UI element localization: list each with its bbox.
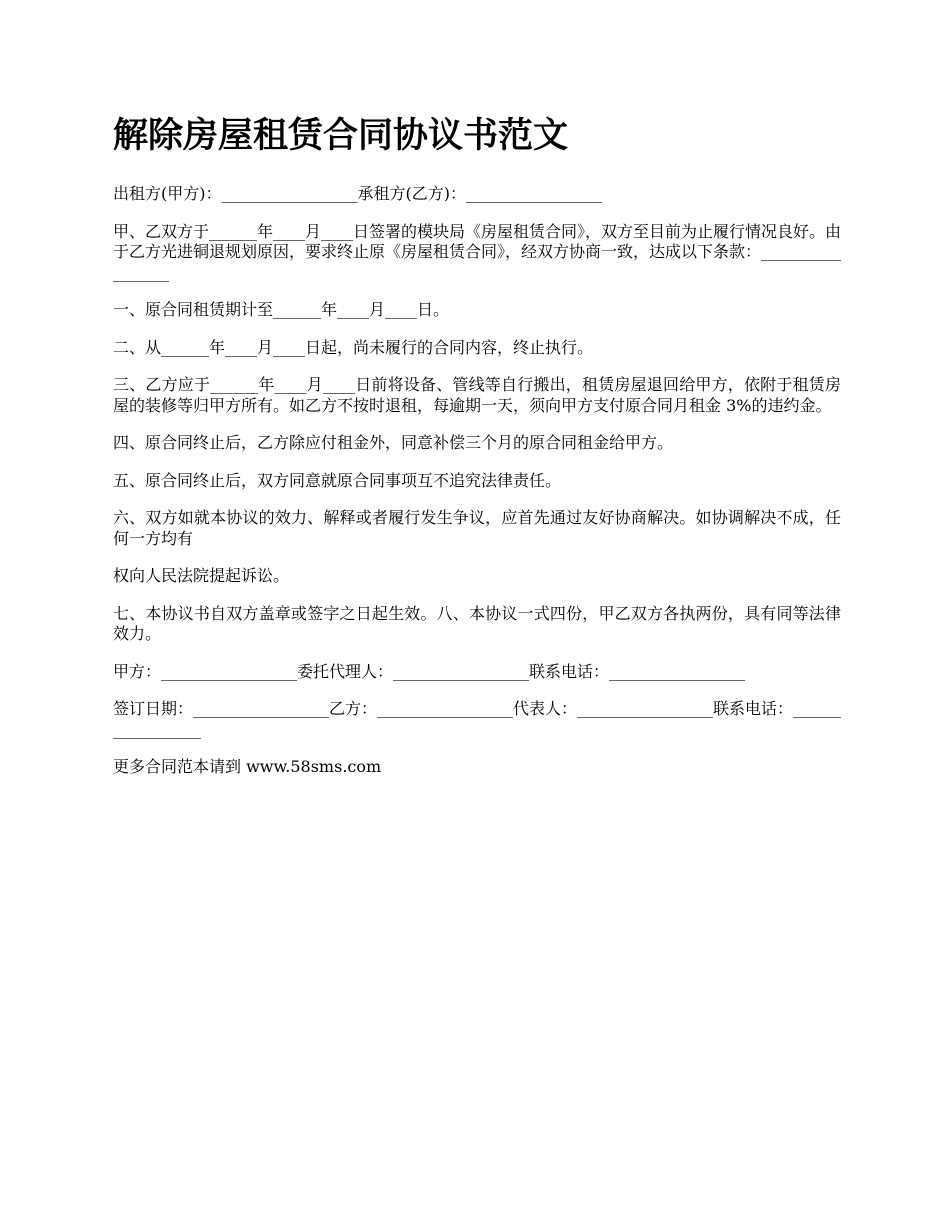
clause-1: 一、原合同租赁期计至______年____月____日。 bbox=[113, 300, 450, 319]
clause-5: 五、原合同终止后，双方同意就原合同事项互不追究法律责任。 bbox=[113, 470, 562, 490]
party-a-signature-line: 甲方：_________________委托代理人：_________________联系电话：_________________ bbox=[113, 661, 746, 681]
document-title: 解除房屋租赁合同协议书范文 bbox=[113, 115, 569, 156]
preamble-paragraph: 甲、乙双方于______年____月____日签署的模块局《房屋租赁合同》，双方至目前为止履行情况良好。由于乙方光进铜退规划原因，要求终止原《房屋租赁合同》，经双方协商一致，达成以下条款：_________________ bbox=[113, 221, 842, 282]
clause-7-8: 七、本协议书自双方盖章或签字之日起生效。八、本协议一式四份，甲乙双方各执两份，具有同等法律效力。 bbox=[113, 603, 841, 643]
clause-6: 六、双方如就本协议的效力、解释或者履行发生争议，应首先通过友好协商解决。如协调解决不成，任何一方均有 bbox=[113, 508, 841, 548]
document-page bbox=[113, 110, 841, 795]
parties-line: 出租方(甲方)：_________________承租方(乙方)：_________________ bbox=[113, 184, 602, 203]
clause-6-continued: 权向人民法院提起诉讼。 bbox=[113, 566, 290, 585]
clause-3: 三、乙方应于______年____月____日前将设备、管线等自行搬出，租赁房屋退回给甲方，依附于租赁房屋的装修等归甲方所有。如乙方不按时退租，每逾期一天，须向甲方支付原合同月租金 3%的违约金。 bbox=[113, 375, 841, 415]
clause-4: 四、原合同终止后，乙方除应付租金外，同意补偿三个月的原合同租金给甲方。 bbox=[113, 433, 674, 452]
signing-details-line: 签订日期：_________________乙方：_________________代表人：_________________联系电话：_________________ bbox=[113, 699, 842, 739]
footer-link-text: 更多合同范本请到 www.58sms.com bbox=[113, 757, 382, 776]
clause-2: 二、从______年____月____日起，尚未履行的合同内容，终止执行。 bbox=[113, 337, 594, 357]
